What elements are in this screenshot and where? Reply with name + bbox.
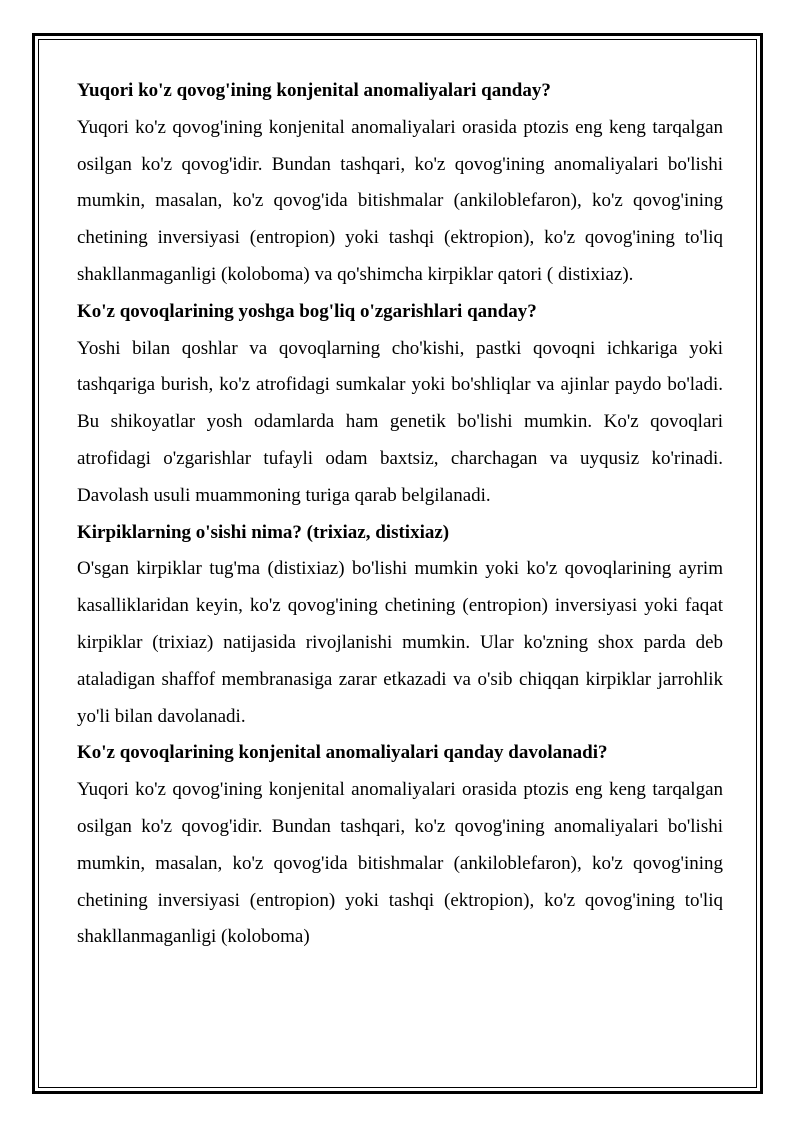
document-body [77,73,723,1048]
section-heading: Ko'z qovoqlarining konjenital anomaliyalari qanday davolanadi? [77,742,608,764]
section-heading: Ko'z qovoqlarining yoshga bog'liq o'zgarishlari qanday? [77,300,537,322]
section-heading: Kirpiklarning o'sishi nima? (trixiaz, distixiaz) [77,521,450,543]
section-paragraph: Yuqori ko'z qovog'ining konjenital anomaliyalari orasida ptozis eng keng tarqalgan osilgan ko'z qovog'idir. Bundan tashqari, ko'z qovog'ining anomaliyalari bo'lishi mumkin, masalan, ko'z qovog'ida bitishmalar (ankiloblefaron), ko'z qovog'ining chetining inversiyasi (entropion) yoki tashqi (ektropion), ko'z qovog'ining to'liq shakllanmaganligi (koloboma) [77,779,723,948]
section-heading: Yuqori ko'z qovog'ining konjenital anomaliyalari qanday? [77,80,551,101]
section-paragraph: O'sgan kirpiklar tug'ma (distixiaz) bo'lishi mumkin yoki ko'z qovoqlarining ayrim kasalliklaridan keyin, ko'z qovog'ining chetining (entropion) inversiyasi yoki faqat kirpiklar (trixiaz) natijasida rivojlanishi mumkin. Ular ko'zning shox parda deb ataladigan shaffof membranasiga zarar etkazadi va o'sib chiqqan kirpiklar jarrohlik yo'li bilan davolanadi. [77,558,723,727]
section-paragraph: Yuqori ko'z qovog'ining konjenital anomaliyalari orasida ptozis eng keng tarqalgan osilgan ko'z qovog'idir. Bundan tashqari, ko'z qovog'ining anomaliyalari bo'lishi mumkin, masalan, ko'z qovog'ida bitishmalar (ankiloblefaron), ko'z qovog'ining chetining inversiyasi (entropion) yoki tashqi (ektropion), ko'z qovog'ining to'liq shakllanmaganligi (koloboma) va qo'shimcha kirpiklar qatori ( distixiaz). [77,116,723,285]
section-paragraph: Yoshi bilan qoshlar va qovoqlarning cho'kishi, pastki qovoqni ichkariga yoki tashqariga burish, ko'z atrofidagi sumkalar yoki bo'shliqlar va ajinlar paydo bo'ladi. Bu shikoyatlar yosh odamlarda ham genetik bo'lishi mumkin. Ko'z qovoqlari atrofidagi o'zgarishlar tufayli odam baxtsiz, charchagan va uyqusiz ko'rinadi. Davolash usuli muammoning turiga qarab belgilanadi. [77,337,723,506]
